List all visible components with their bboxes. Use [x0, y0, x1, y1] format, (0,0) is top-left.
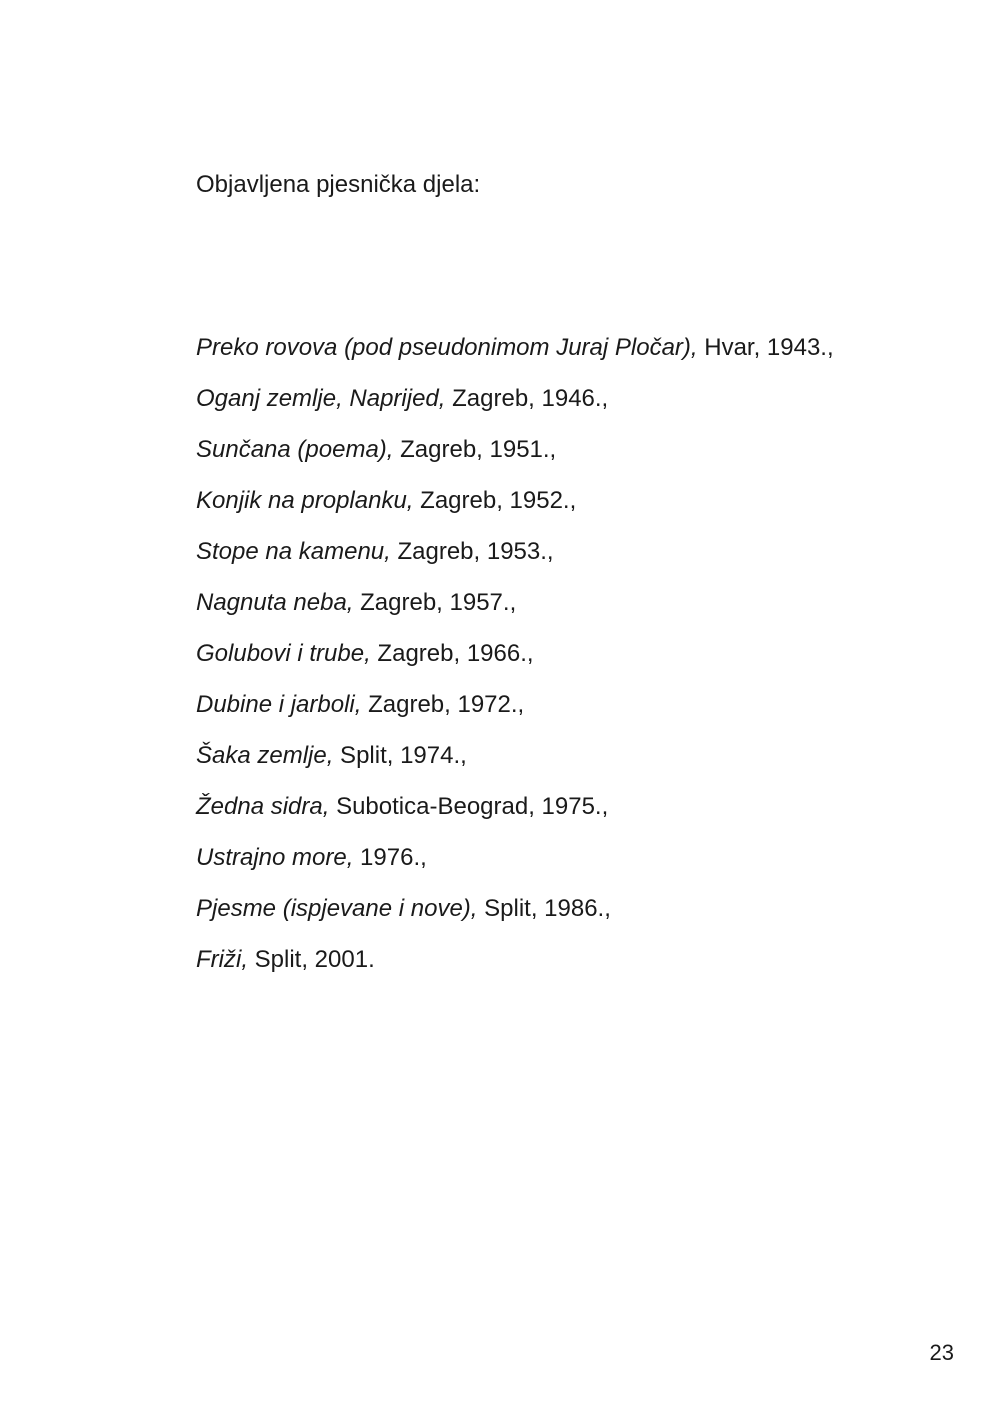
- work-title: Konjik na proplanku,: [196, 487, 414, 514]
- work-title: Šaka zemlje,: [196, 742, 334, 769]
- work-item: [196, 537, 834, 588]
- work-title: Golubovi i trube,: [196, 640, 371, 667]
- work-item: [196, 588, 834, 639]
- work-item: [196, 945, 834, 996]
- work-title: Ustrajno more,: [196, 844, 354, 871]
- work-details: Split, 1986.,: [477, 895, 611, 922]
- work-item: [196, 843, 834, 894]
- work-details: Zagreb, 1951.,: [393, 436, 557, 463]
- work-item: [196, 435, 834, 486]
- work-details: Zagreb, 1957.,: [353, 589, 517, 616]
- work-details: Split, 1974.,: [333, 742, 467, 769]
- section-heading: Objavljena pjesnička djela:: [196, 171, 481, 198]
- work-details: 1976.,: [353, 844, 427, 871]
- work-title: Dubine i jarboli,: [196, 691, 362, 718]
- work-title: Nagnuta neba,: [196, 589, 354, 616]
- work-title: Stope na kamenu,: [196, 538, 391, 565]
- work-details: Zagreb, 1946.,: [445, 385, 609, 412]
- work-title: Preko rovova (pod pseudonimom Juraj Pločar),: [196, 334, 698, 361]
- work-details: Hvar, 1943.,: [697, 334, 834, 361]
- work-details: Zagreb, 1972.,: [361, 691, 525, 718]
- work-details: Split, 2001.: [247, 946, 375, 973]
- work-title: Sunčana (poema),: [196, 436, 394, 463]
- work-item: [196, 639, 834, 690]
- work-details: Zagreb, 1952.,: [413, 487, 577, 514]
- work-details: Zagreb, 1966.,: [370, 640, 534, 667]
- work-title: Žedna sidra,: [196, 793, 330, 820]
- page-number: 23: [929, 1340, 954, 1365]
- work-item: [196, 384, 834, 435]
- work-item: [196, 333, 834, 384]
- work-title: Friži,: [196, 946, 248, 973]
- works-list: [196, 333, 834, 996]
- work-item: [196, 486, 834, 537]
- work-item: [196, 741, 834, 792]
- work-details: Zagreb, 1953.,: [390, 538, 554, 565]
- work-title: Oganj zemlje, Naprijed,: [196, 385, 446, 412]
- work-details: Subotica-Beograd, 1975.,: [329, 793, 609, 820]
- work-item: [196, 690, 834, 741]
- work-title: Pjesme (ispjevane i nove),: [196, 895, 478, 922]
- work-item: [196, 894, 834, 945]
- work-item: [196, 792, 834, 843]
